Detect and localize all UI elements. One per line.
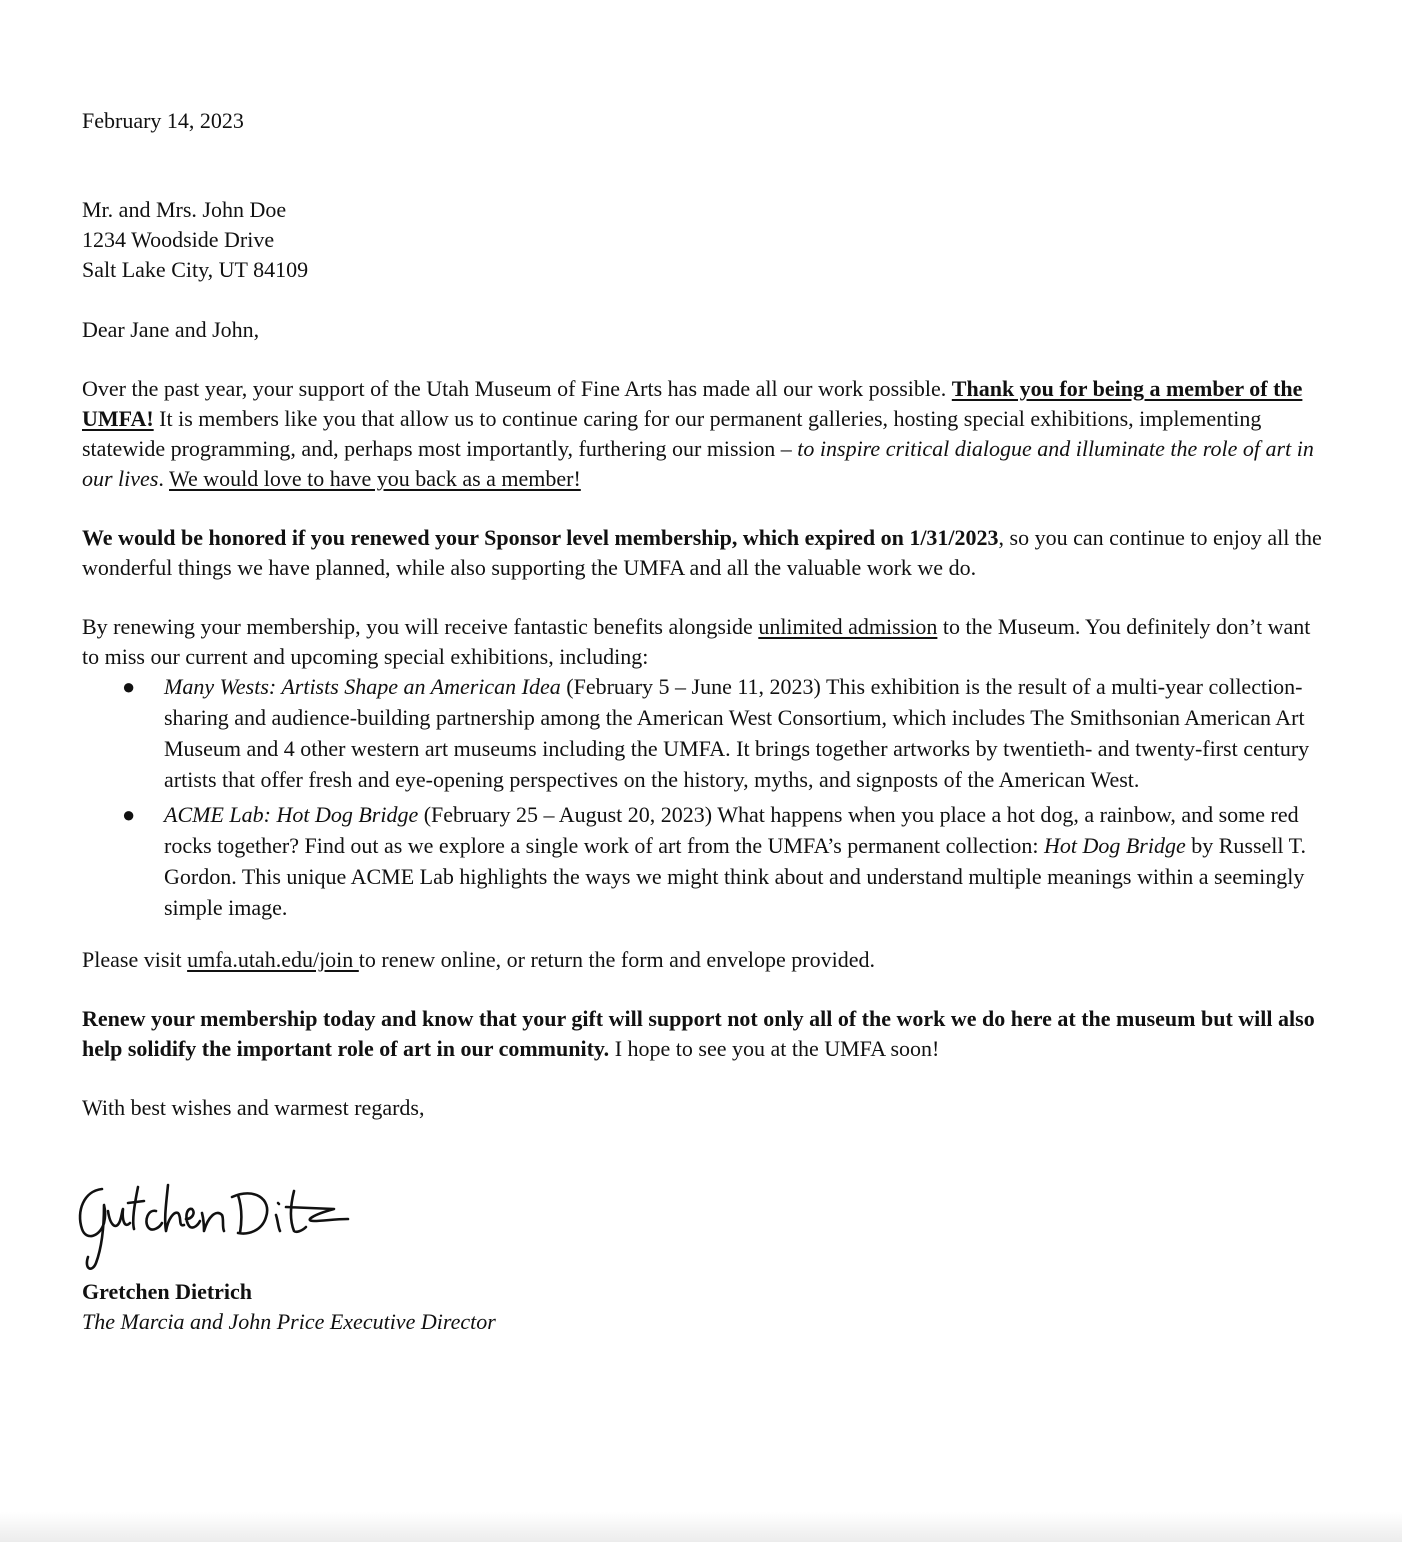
benefits-lead: By renewing your membership, you will receive fantastic benefits alongside	[82, 614, 759, 639]
exhibition-title: ACME Lab: Hot Dog Bridge	[164, 802, 419, 827]
page-bottom-edge	[0, 1512, 1402, 1542]
address-line-3: Salt Lake City, UT 84109	[82, 257, 309, 282]
handwritten-signature	[72, 1177, 1322, 1287]
renewal-bold: We would be honored if you renewed your Sponsor level membership, which expired on 1/31/2023	[82, 525, 999, 550]
exhibition-item	[82, 799, 1322, 923]
exhibition-list	[82, 671, 1322, 923]
recipient-address	[82, 195, 1322, 285]
mission-statement: – to inspire critical dialogue and illuminate the role of art in our lives	[82, 436, 1314, 491]
signer-title: The Marcia and John Price Executive Director	[82, 1309, 496, 1334]
love-back-text: We would love to have you back as a member!	[169, 466, 581, 491]
visit-lead: Please visit	[82, 947, 188, 972]
address-line-1: Mr. and Mrs. John Doe	[82, 197, 287, 222]
thanks-middle: It is members like you that allow us to continue caring for our permanent galleries, hosting special exhibitions, implementing statewide programming, and, perhaps most importantly, furthering our mission	[82, 406, 1262, 461]
closing-line: With best wishes and warmest regards,	[82, 1095, 425, 1120]
join-url-link[interactable]: umfa.utah.edu/join	[187, 947, 359, 972]
signer-name: Gretchen Dietrich	[82, 1279, 253, 1304]
paragraph-renewal-request	[82, 523, 1322, 583]
letter-date: February 14, 2023	[82, 108, 244, 133]
signature-icon	[72, 1177, 362, 1277]
exhibition-description: (February 25 – August 20, 2023) What happens when you place a hot dog, a rainbow, and some red rocks together? Find out as we explore a single work of art from the UMFA’s permanent collection:	[164, 802, 1299, 858]
letter-body	[82, 106, 1322, 1337]
unlimited-admission-text: unlimited admission	[758, 614, 938, 639]
benefits-rest: to the Museum. You definitely don’t want to miss our current and upcoming special exhibitions, including:	[82, 614, 1311, 669]
paragraph-visit	[82, 945, 1322, 975]
thank-you-emphasis: Thank you for being a member of the UMFA!	[82, 376, 1303, 431]
renewal-rest: , so you can continue to enjoy all the wonderful things we have planned, while also supporting the UMFA and all the valuable work we do.	[82, 525, 1322, 580]
exhibition-item	[82, 671, 1322, 795]
paragraph-thanks	[82, 374, 1322, 494]
exhibition-description: (February 5 – June 11, 2023) This exhibition is the result of a multi-year collection-sharing and audience-building partnership among the American West Consortium, which includes The Smithsonian American Art Museum and 4 other western art museums including the UMFA. It brings together artworks by twentieth- and twenty-first century artists that offer fresh and eye-opening perspectives on the history, myths, and signposts of the American West.	[164, 674, 1310, 792]
paragraph-renew-today	[82, 1004, 1322, 1064]
thanks-lead: Over the past year, your support of the Utah Museum of Fine Arts has made all our work possible.	[82, 376, 952, 401]
thanks-period: .	[158, 466, 169, 491]
exhibition-title: Many Wests: Artists Shape an American Idea	[164, 674, 561, 699]
exhibition-description-end: by Russell T. Gordon. This unique ACME Lab highlights the ways we might think about and understand multiple meanings within a seemingly simple image.	[164, 833, 1306, 920]
bullet-icon: ●	[122, 802, 136, 827]
visit-rest: to renew online, or return the form and envelope provided.	[358, 947, 876, 972]
bullet-icon: ●	[122, 674, 136, 699]
address-line-2: 1234 Woodside Drive	[82, 227, 275, 252]
renew-today-bold: Renew your membership today and know that your gift will support not only all of the work we do here at the museum but will also help solidify the important role of art in our community.	[82, 1006, 1315, 1061]
renew-today-rest: I hope to see you at the UMFA soon!	[609, 1036, 940, 1061]
paragraph-benefits	[82, 612, 1322, 672]
artwork-title: Hot Dog Bridge	[1043, 833, 1186, 858]
salutation: Dear Jane and John,	[82, 317, 260, 342]
